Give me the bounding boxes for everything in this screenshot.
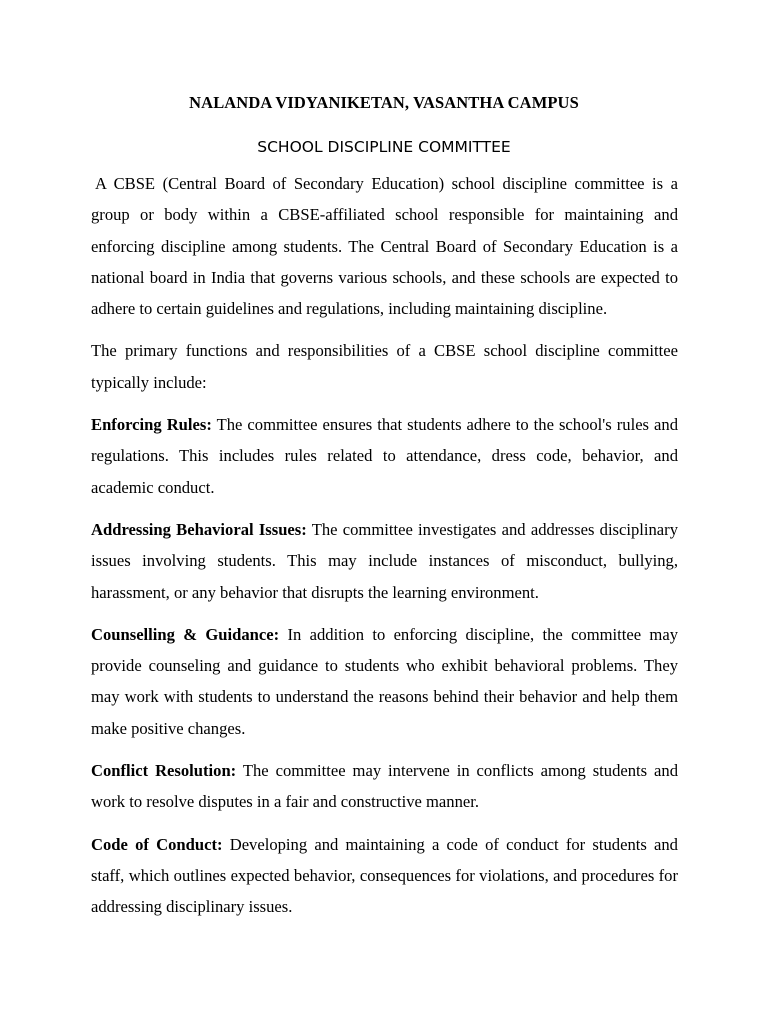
school-name-heading: NALANDA VIDYANIKETAN, VASANTHA CAMPUS	[189, 93, 579, 112]
function-heading: Counselling & Guidance:	[91, 624, 280, 644]
function-heading: Enforcing Rules:	[91, 415, 212, 435]
function-paragraph-code-of-conduct	[91, 829, 678, 923]
function-text: The committee investigates and addresses disciplinary issues involving students. This may include instances of misconduct, bullying, harassment, or any behavior that disrupts the learning environment.	[91, 519, 678, 602]
function-paragraph-enforcing-rules	[91, 409, 678, 503]
function-text: The committee ensures that students adhere to the school's rules and regulations. This includes rules related to attendance, dress code, behavior, and academic conduct.	[91, 415, 678, 497]
function-paragraph-conflict-resolution	[91, 755, 678, 818]
function-paragraph-counselling	[91, 619, 678, 744]
function-heading: Conflict Resolution:	[91, 761, 237, 781]
intro-paragraph: A CBSE (Central Board of Secondary Education) school discipline committee is a group or body within a CBSE-affiliated school responsible for maintaining and enforcing discipline among students. The Central Board of Secondary Education is a national board in India that governs various schools, and these schools are expected to adhere to certain guidelines and regulations, including maintaining discipline.	[91, 174, 678, 319]
function-text: The committee may intervene in conflicts among students and work to resolve disputes in a fair and constructive manner.	[91, 761, 678, 812]
function-paragraph-behavioral-issues	[91, 514, 678, 608]
function-text: In addition to enforcing discipline, the committee may provide counseling and guidance to students who exhibit behavioral problems. They may work with students to understand the reasons behind their behavior and help them make positive changes.	[91, 624, 678, 738]
committee-title-heading: SCHOOL DISCIPLINE COMMITTEE	[257, 138, 511, 156]
functions-lead-paragraph: The primary functions and responsibilities of a CBSE school discipline committee typically include:	[91, 341, 678, 392]
document-body	[91, 168, 678, 934]
function-heading: Code of Conduct:	[91, 834, 223, 854]
function-heading: Addressing Behavioral Issues:	[91, 519, 307, 539]
function-text: Developing and maintaining a code of conduct for students and staff, which outlines expected behavior, consequences for violations, and procedures for addressing disciplinary issues.	[91, 834, 678, 917]
